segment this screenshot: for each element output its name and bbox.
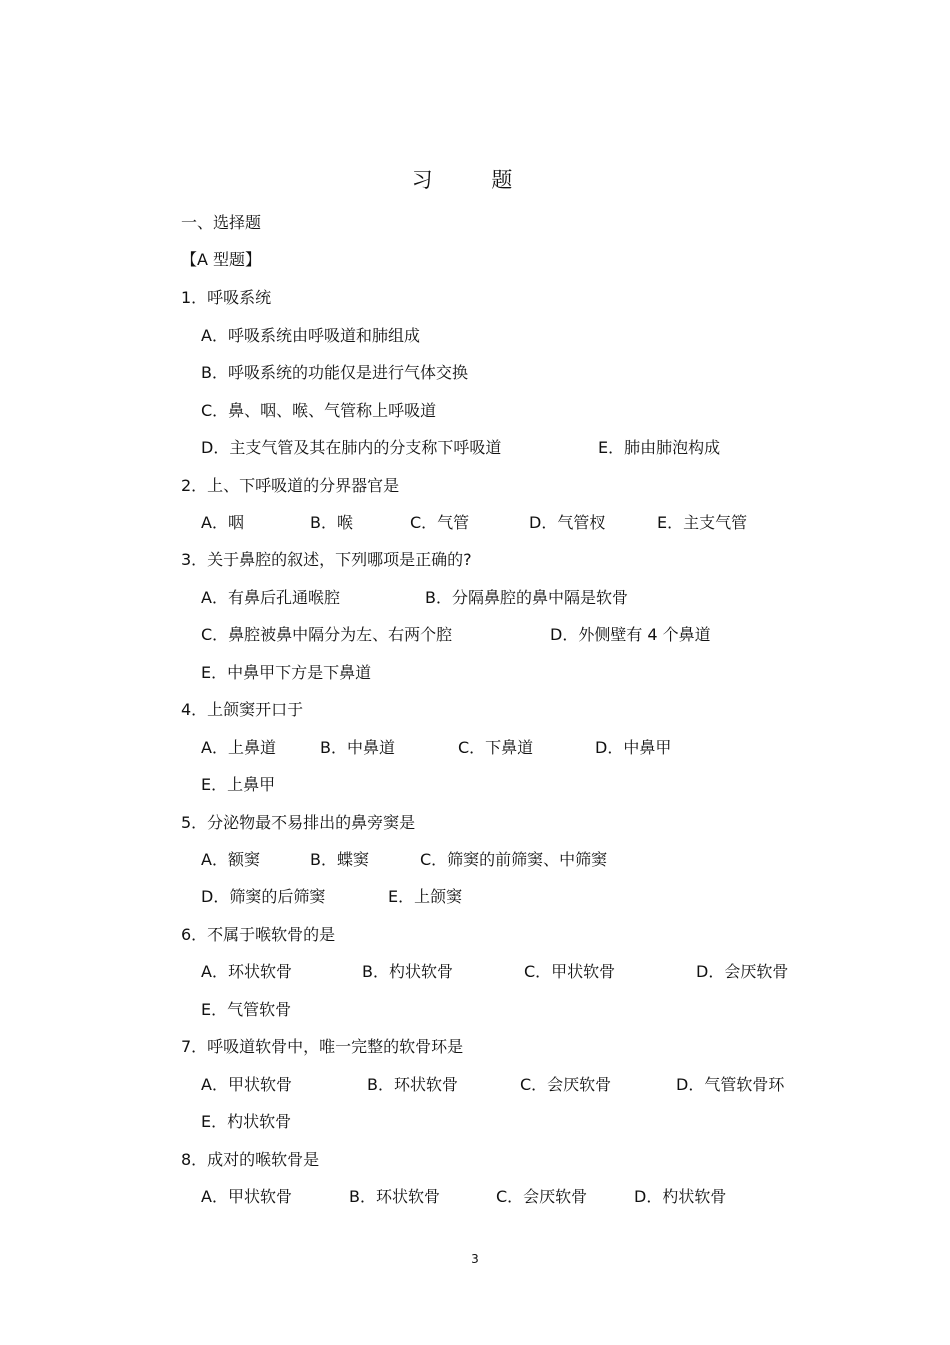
option-e: E．上颌窦: [388, 887, 463, 906]
option-d: D．气管杈: [529, 513, 606, 532]
page-title: 习 题: [411, 168, 539, 192]
option-b: B．分隔鼻腔的鼻中隔是软骨: [425, 588, 628, 607]
option-d: D．杓状软骨: [634, 1187, 727, 1206]
option-c: C．会厌软骨: [520, 1075, 612, 1094]
option-a: A．环状软骨: [201, 962, 292, 981]
option-e: E．肺由肺泡构成: [598, 438, 721, 457]
option-b: B．杓状软骨: [362, 962, 453, 981]
option-c: C．下鼻道: [458, 738, 534, 757]
question-stem: 1．呼吸系统: [181, 288, 272, 307]
option-d: D．会厌软骨: [696, 962, 789, 981]
option-c: C．鼻腔被鼻中隔分为左、右两个腔: [201, 625, 453, 644]
section-heading: 一、选择题: [181, 213, 262, 232]
option-a: A．呼吸系统由呼吸道和肺组成: [201, 326, 420, 345]
question-stem: 3．关于鼻腔的叙述，下列哪项是正确的?: [181, 550, 472, 569]
question-stem: 8．成对的喉软骨是: [181, 1150, 320, 1169]
option-c: C．鼻、咽、喉、气管称上呼吸道: [201, 401, 437, 420]
question-stem: 2．上、下呼吸道的分界器官是: [181, 476, 400, 495]
option-e: E．主支气管: [657, 513, 748, 532]
option-b: B．蝶窦: [310, 850, 369, 869]
option-e: E．杓状软骨: [201, 1112, 292, 1131]
question-stem: 4．上颌窦开口于: [181, 700, 304, 719]
question-type-label: 【A 型题】: [181, 250, 262, 269]
option-c: C．筛窦的前筛窦、中筛窦: [420, 850, 608, 869]
option-b: B．喉: [310, 513, 353, 532]
option-e: E．气管软骨: [201, 1000, 292, 1019]
option-c: C．气管: [410, 513, 470, 532]
question-stem: 6．不属于喉软骨的是: [181, 925, 336, 944]
option-b: B．环状软骨: [367, 1075, 458, 1094]
option-c: C．甲状软骨: [524, 962, 616, 981]
option-b: B．中鼻道: [320, 738, 395, 757]
option-d: D．主支气管及其在肺内的分支称下呼吸道: [201, 438, 502, 457]
question-stem: 7．呼吸道软骨中，唯一完整的软骨环是: [181, 1037, 464, 1056]
option-e: E．中鼻甲下方是下鼻道: [201, 663, 372, 682]
question-stem: 5．分泌物最不易排出的鼻旁窦是: [181, 813, 416, 832]
option-d: D．气管软骨环: [676, 1075, 785, 1094]
option-b: B．环状软骨: [349, 1187, 440, 1206]
option-a: A．甲状软骨: [201, 1075, 292, 1094]
option-d: D．筛窦的后筛窦: [201, 887, 326, 906]
option-a: A．有鼻后孔通喉腔: [201, 588, 340, 607]
option-c: C．会厌软骨: [496, 1187, 588, 1206]
option-a: A．甲状软骨: [201, 1187, 292, 1206]
option-d: D．外侧壁有 4 个鼻道: [550, 625, 711, 644]
option-d: D．中鼻甲: [595, 738, 672, 757]
option-b: B．呼吸系统的功能仅是进行气体交换: [201, 363, 468, 382]
option-a: A．咽: [201, 513, 244, 532]
option-e: E．上鼻甲: [201, 775, 276, 794]
option-a: A．额窦: [201, 850, 260, 869]
option-a: A．上鼻道: [201, 738, 276, 757]
page-number: 3: [471, 1252, 479, 1266]
